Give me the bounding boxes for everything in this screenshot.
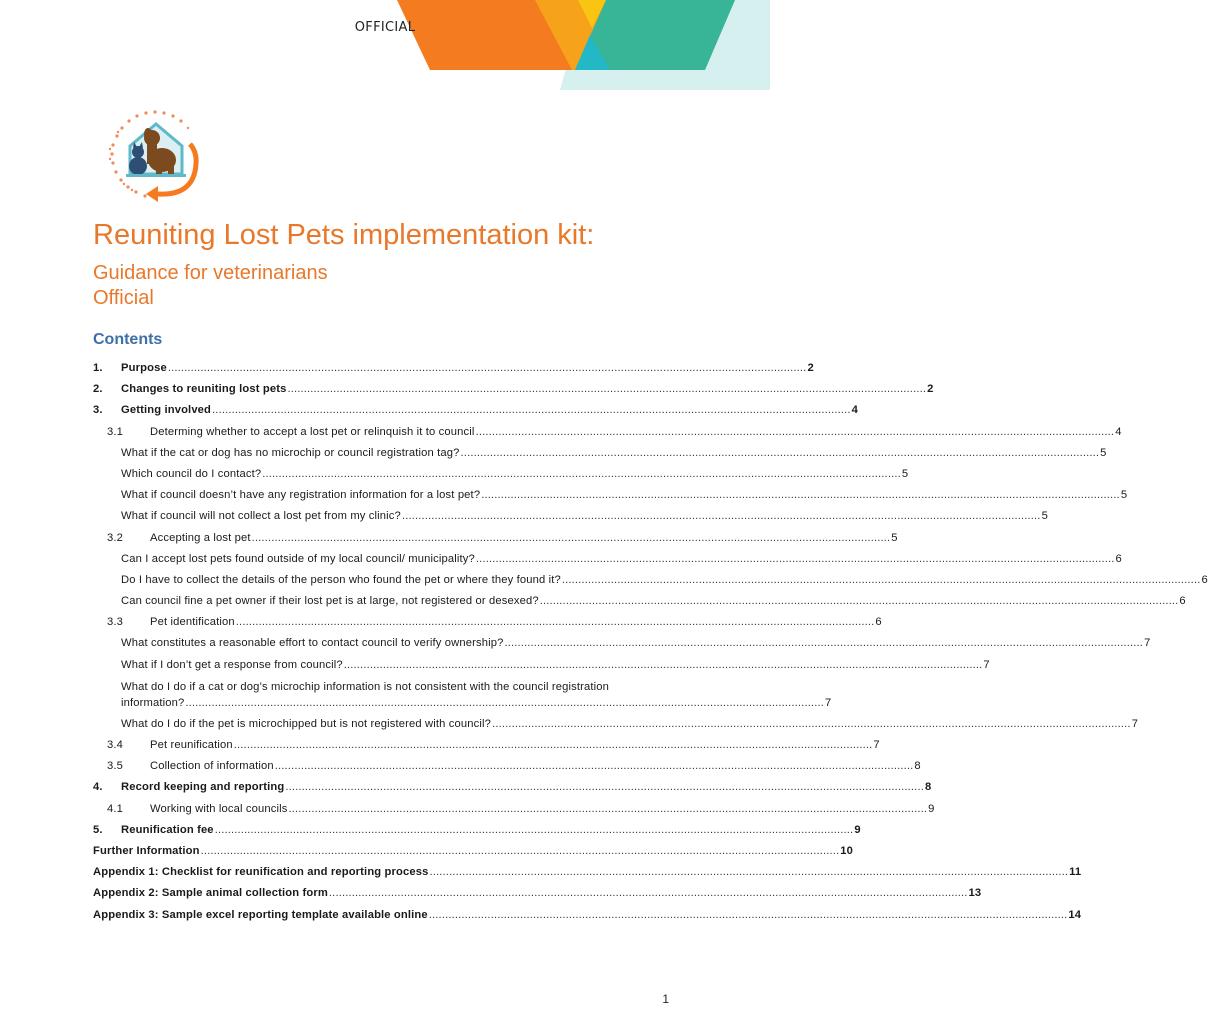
toc-leader-dots bbox=[562, 570, 1201, 591]
toc-page: 8 bbox=[914, 760, 921, 773]
toc-entry-4-1[interactable] bbox=[93, 799, 935, 820]
toc-page: 4 bbox=[1115, 425, 1122, 438]
logo-arrow-head bbox=[146, 186, 158, 202]
toc-entry-purpose[interactable] bbox=[93, 358, 814, 379]
toc-leader-dots bbox=[236, 612, 875, 633]
toc-leader-dots bbox=[430, 862, 1069, 883]
classification-label: OFFICIAL bbox=[354, 20, 416, 35]
toc-text: Appendix 3: Sample excel reporting template available online bbox=[93, 908, 428, 921]
toc-leader-dots bbox=[285, 777, 924, 798]
toc-text: Purpose bbox=[121, 362, 167, 374]
toc-text: Changes to reuniting lost pets bbox=[121, 383, 287, 396]
toc-page: 8 bbox=[924, 781, 932, 794]
toc-text: Further Information bbox=[93, 844, 200, 857]
toc-entry-no-microchip[interactable] bbox=[93, 443, 1107, 464]
toc-leader-dots bbox=[185, 695, 824, 711]
document-title: Reuniting Lost Pets implementation kit: bbox=[93, 219, 595, 251]
toc-text: Can council fine a pet owner if their lost pet is at large, not registered or desexed? bbox=[121, 595, 539, 608]
toc-entry-reasonable-effort[interactable] bbox=[93, 633, 1151, 654]
toc-number: 4. bbox=[93, 781, 103, 794]
toc-page: 10 bbox=[840, 844, 854, 857]
toc-leader-dots bbox=[504, 633, 1143, 654]
toc-text: What if council doesn’t have any registration information for a lost pet? bbox=[121, 489, 481, 502]
toc-page: 7 bbox=[873, 739, 880, 751]
page-number: 1 bbox=[662, 992, 669, 1006]
toc-entry-3-1[interactable] bbox=[93, 422, 1122, 443]
toc-text-line-1: What do I do if a cat or dog’s microchip information is not consistent with the council registration bbox=[121, 680, 610, 693]
toc-text: What if the cat or dog has no microchip or council registration tag? bbox=[121, 446, 460, 459]
toc-number: 3. bbox=[93, 404, 103, 417]
toc-text: Pet identification bbox=[150, 616, 235, 629]
toc-entry-getting-involved[interactable] bbox=[93, 400, 859, 421]
toc-leader-dots bbox=[289, 799, 928, 820]
toc-number: 3.4 bbox=[107, 739, 124, 751]
toc-text: What do I do if the pet is microchipped but is not registered with council? bbox=[121, 717, 492, 730]
toc-leader-dots bbox=[429, 905, 1068, 926]
toc-leader-dots bbox=[540, 591, 1179, 612]
subtitle-line-2: Official bbox=[93, 287, 154, 309]
toc-page: 5 bbox=[901, 467, 909, 480]
toc-number: 1. bbox=[93, 362, 103, 374]
header-banner-graphic bbox=[0, 0, 770, 100]
toc-entry-no-response[interactable] bbox=[93, 655, 990, 676]
toc-entry-appendix-2[interactable] bbox=[93, 883, 982, 904]
toc-text: What constitutes a reasonable effort to contact council to verify ownership? bbox=[121, 637, 504, 650]
toc-number: 3.5 bbox=[107, 760, 124, 773]
toc-text: Getting involved bbox=[121, 404, 212, 417]
toc-page: 6 bbox=[875, 616, 882, 629]
toc-leader-dots bbox=[262, 464, 901, 485]
toc-page: 6 bbox=[1179, 595, 1186, 608]
toc-entry-no-registration-info[interactable] bbox=[93, 485, 1128, 506]
toc-leader-dots bbox=[461, 443, 1100, 464]
table-of-contents bbox=[93, 358, 1208, 926]
toc-text: Appendix 2: Sample animal collection form bbox=[93, 887, 328, 900]
dog-and-cat-house-arrow-logo bbox=[98, 104, 212, 204]
toc-text: What if I don’t get a response from council? bbox=[121, 658, 343, 671]
toc-entry-appendix-3[interactable] bbox=[93, 905, 1082, 926]
toc-entry-microchipped-not-registered[interactable] bbox=[93, 714, 1139, 735]
toc-number: 4.1 bbox=[107, 802, 124, 815]
toc-leader-dots bbox=[287, 379, 926, 400]
toc-text: Reunification fee bbox=[121, 823, 214, 836]
toc-leader-dots bbox=[201, 841, 840, 862]
toc-leader-dots bbox=[212, 400, 851, 421]
toc-text: Record keeping and reporting bbox=[121, 781, 285, 794]
toc-number: 2. bbox=[93, 383, 103, 396]
toc-entry-changes[interactable] bbox=[93, 379, 934, 400]
toc-entry-record-keeping[interactable] bbox=[93, 777, 932, 798]
toc-page: 14 bbox=[1068, 908, 1082, 921]
toc-text: Pet reunification bbox=[150, 739, 233, 751]
toc-entry-microchip-inconsistent[interactable] bbox=[93, 676, 832, 714]
toc-page: 11 bbox=[1069, 866, 1082, 879]
toc-entry-3-4[interactable] bbox=[93, 735, 880, 756]
toc-page: 5 bbox=[1100, 446, 1107, 459]
toc-page: 7 bbox=[825, 696, 832, 709]
toc-leader-dots bbox=[476, 422, 1115, 443]
toc-text: Determing whether to accept a lost pet or relinquish it to council bbox=[150, 425, 475, 438]
toc-page: 13 bbox=[968, 887, 982, 900]
toc-leader-dots bbox=[344, 655, 983, 676]
toc-text: Appendix 1: Checklist for reunification and reporting process bbox=[93, 866, 429, 879]
toc-entry-which-council[interactable] bbox=[93, 464, 909, 485]
toc-entry-outside-council[interactable] bbox=[93, 549, 1122, 570]
toc-leader-dots bbox=[252, 528, 891, 549]
toc-text: Collection of information bbox=[150, 760, 274, 773]
toc-page: 7 bbox=[1144, 637, 1151, 650]
toc-number: 3.3 bbox=[107, 616, 124, 629]
contents-heading: Contents bbox=[93, 331, 163, 348]
toc-page: 6 bbox=[1115, 552, 1122, 565]
toc-page: 7 bbox=[1131, 717, 1139, 730]
toc-leader-dots bbox=[492, 714, 1131, 735]
toc-entry-3-2[interactable] bbox=[93, 528, 898, 549]
toc-leader-dots bbox=[168, 358, 807, 379]
toc-leader-dots bbox=[234, 735, 873, 756]
toc-text: Do I have to collect the details of the person who found the pet or where they found it? bbox=[121, 573, 561, 586]
toc-leader-dots bbox=[215, 820, 854, 841]
toc-number: 5. bbox=[93, 823, 103, 836]
toc-number: 3.2 bbox=[107, 531, 124, 544]
toc-leader-dots bbox=[329, 883, 968, 904]
toc-text: Which council do I contact? bbox=[121, 467, 262, 480]
toc-text: What if council will not collect a lost pet from my clinic? bbox=[121, 510, 401, 523]
document-subtitle bbox=[93, 261, 328, 311]
toc-page: 5 bbox=[1041, 510, 1048, 523]
toc-page: 2 bbox=[807, 362, 814, 374]
toc-text-line-2: information? bbox=[121, 696, 185, 709]
toc-page: 5 bbox=[1120, 489, 1128, 502]
toc-entry-further-information[interactable] bbox=[93, 841, 854, 862]
toc-entry-appendix-1[interactable] bbox=[93, 862, 1082, 883]
toc-text: Working with local councils bbox=[150, 802, 288, 815]
toc-number: 3.1 bbox=[107, 425, 124, 438]
toc-page: 4 bbox=[851, 404, 859, 417]
subtitle-line-1: Guidance for veterinarians bbox=[93, 262, 328, 284]
toc-entry-council-fine[interactable] bbox=[93, 591, 1186, 612]
toc-entry-reunification-fee[interactable] bbox=[93, 820, 861, 841]
toc-page: 7 bbox=[983, 658, 990, 671]
toc-text: Accepting a lost pet bbox=[150, 531, 251, 544]
toc-page: 9 bbox=[854, 823, 861, 836]
toc-entry-3-3[interactable] bbox=[93, 612, 882, 633]
toc-entry-3-5[interactable] bbox=[93, 756, 921, 777]
toc-leader-dots bbox=[476, 549, 1115, 570]
toc-page: 5 bbox=[891, 531, 898, 544]
toc-entry-council-will-not-collect[interactable] bbox=[93, 506, 1048, 527]
toc-page: 9 bbox=[928, 802, 935, 815]
toc-leader-dots bbox=[275, 756, 914, 777]
toc-text: Can I accept lost pets found outside of my local council/ municipality? bbox=[121, 552, 475, 565]
logo-ground-line bbox=[126, 174, 186, 177]
toc-page: 6 bbox=[1201, 573, 1208, 586]
toc-entry-collect-finder-details[interactable] bbox=[93, 570, 1208, 591]
toc-leader-dots bbox=[481, 485, 1120, 506]
toc-page: 2 bbox=[927, 383, 934, 396]
toc-leader-dots bbox=[402, 506, 1041, 527]
